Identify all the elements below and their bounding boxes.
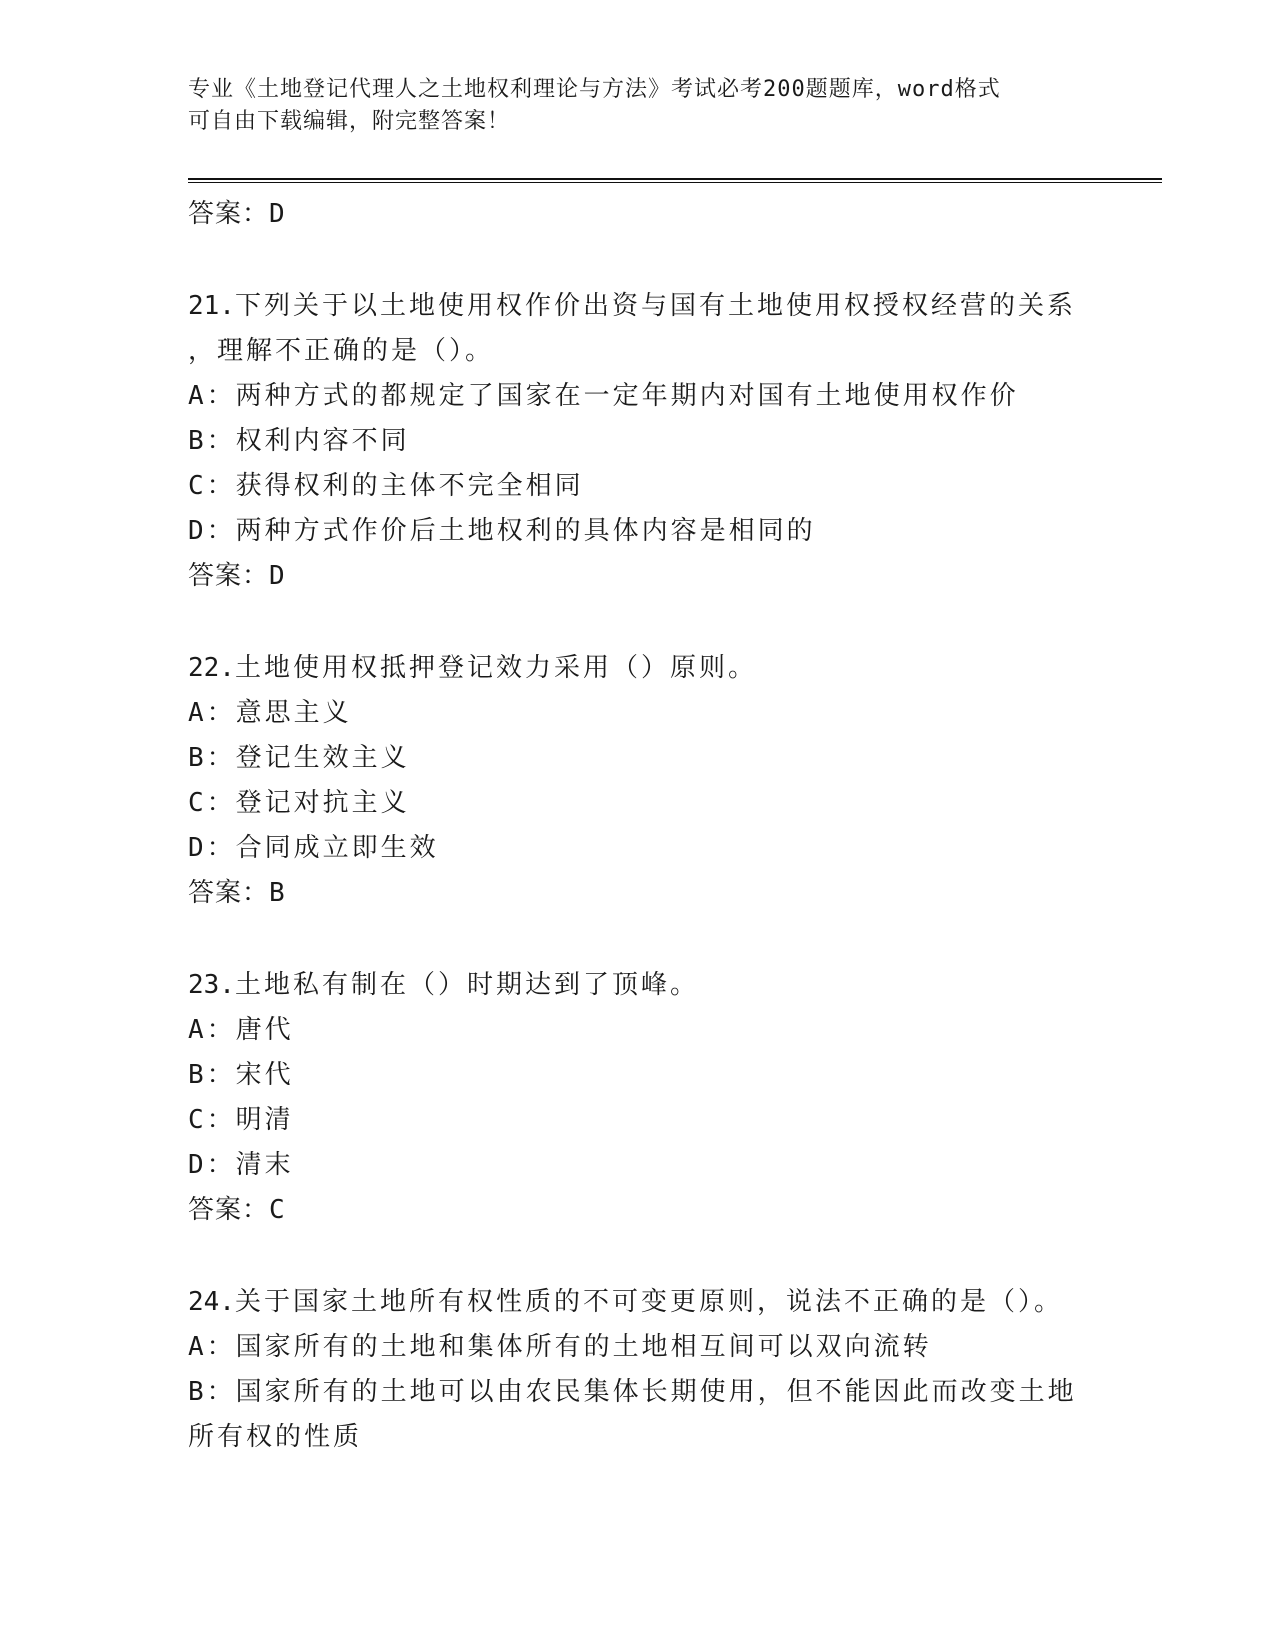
option-d: D：两种方式作价后土地权利的具体内容是相同的 — [188, 516, 816, 546]
option-b: B：权利内容不同 — [188, 426, 410, 456]
option-c: C：明清 — [188, 1105, 294, 1135]
answer-line: 答案：B — [188, 878, 286, 908]
option-b: B：宋代 — [188, 1060, 294, 1090]
question-21 — [188, 284, 1088, 598]
question-number: 23. — [188, 970, 235, 1000]
option-d: D：清末 — [188, 1150, 294, 1180]
header-line-2: 可自由下载编辑，附完整答案！ — [188, 109, 511, 134]
question-text-line-1: 土地私有制在（）时期达到了顶峰。 — [234, 970, 699, 1000]
question-number: 22. — [188, 653, 235, 683]
option-d: D：合同成立即生效 — [188, 833, 439, 863]
header-divider — [188, 178, 1162, 183]
option-a: A：唐代 — [188, 1015, 294, 1045]
question-text-line-1: 下列关于以土地使用权作价出资与国有土地使用权授权经营的关系 — [234, 291, 1076, 321]
question-text-line-1: 土地使用权抵押登记效力采用（）原则。 — [234, 653, 757, 683]
question-23 — [188, 963, 1088, 1232]
header-line-1: 专业《土地登记代理人之土地权利理论与方法》考试必考200题题库，word格式 — [188, 77, 1001, 102]
answer-line: 答案：D — [188, 199, 286, 229]
question-text — [188, 646, 1088, 691]
document-body — [188, 192, 1088, 1460]
question-22 — [188, 646, 1088, 915]
option-a: A：两种方式的都规定了国家在一定年期内对国有土地使用权作价 — [188, 381, 1019, 411]
answer-line: 答案：D — [188, 561, 286, 591]
question-text — [188, 1280, 1088, 1325]
question-text-line-2: ，理解不正确的是（）。 — [188, 336, 495, 366]
document-header — [188, 74, 1088, 138]
question-text-line-1: 关于国家土地所有权性质的不可变更原则，说法不正确的是（）。 — [234, 1287, 1063, 1317]
question-text — [188, 963, 1088, 1008]
option-a: A：国家所有的土地和集体所有的土地相互间可以双向流转 — [188, 1332, 932, 1362]
option-c: C：获得权利的主体不完全相同 — [188, 471, 584, 501]
option-a: A：意思主义 — [188, 698, 352, 728]
option-c: C：登记对抗主义 — [188, 788, 410, 818]
question-number: 21. — [188, 291, 235, 321]
question-24 — [188, 1280, 1088, 1460]
answer-line: 答案：C — [188, 1195, 286, 1225]
option-b-continued: 所有权的性质 — [188, 1422, 363, 1452]
question-text — [188, 284, 1088, 329]
option-b: B：国家所有的土地可以由农民集体长期使用，但不能因此而改变土地 — [188, 1377, 1077, 1407]
option-b: B：登记生效主义 — [188, 743, 410, 773]
question-number: 24. — [188, 1287, 235, 1317]
